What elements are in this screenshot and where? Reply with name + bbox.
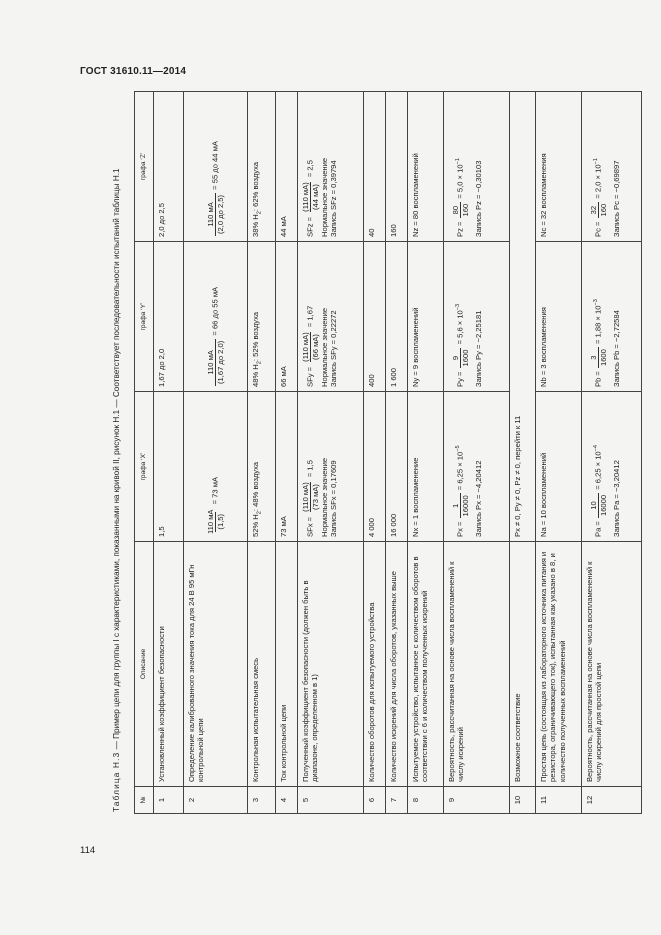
row-description: Ток контрольной цепи xyxy=(275,542,297,787)
cell-z: Nc = 32 воспламенения xyxy=(535,92,581,242)
cell-x: Na = 10 воспламенений xyxy=(535,392,581,542)
rotated-table-block xyxy=(112,92,621,814)
col-header-description: Описание xyxy=(135,542,154,787)
cell-y: 1 600 xyxy=(385,242,407,392)
cell-y: Nb = 3 воспламенения xyxy=(535,242,581,392)
table-header-row xyxy=(135,92,154,814)
row-description: Контрольная испытательная смесь xyxy=(247,542,275,787)
row-number: 8 xyxy=(407,787,443,814)
cell-z: Nz = 80 воспламенений xyxy=(407,92,443,242)
row-number: 12 xyxy=(581,787,641,814)
caption-text: — Пример цепи для группы I с характеристиками, показанными на кривой II, рисунок Н.1 — Соответствует последовательности испытаний таблицы Н.1 xyxy=(112,168,121,752)
data-table xyxy=(134,91,642,814)
fraction: (110 мА) (66 мА) xyxy=(300,332,320,362)
row-description: Испытуемое устройство, испытанное с количеством оборотов в соответствии с 6 и количеством полученных искрений xyxy=(407,542,443,787)
col-header-x: графа ‘Х’ xyxy=(135,392,154,542)
cell-z: SFz = (110 мА) (44 мА) = 2,5 Нормальное значение Запись SFz = 0,39794 xyxy=(297,92,363,242)
table-row xyxy=(407,92,443,814)
cell-x: 73 мА xyxy=(275,392,297,542)
row-number: 10 xyxy=(509,787,535,814)
table-row xyxy=(581,92,641,814)
table-row xyxy=(153,92,183,814)
cell-x: Px = 1 16000 = $6,25 \times 10^{-5}$ Запись Px = −4,20412 xyxy=(443,392,509,542)
cell-x: Nx = 1 воспламенение xyxy=(407,392,443,542)
cell-y: Ny = 9 воспламенений xyxy=(407,242,443,392)
row-description: Вероятность, рассчитанная на основе числа воспламенений к числу искрений для простой цепи xyxy=(581,542,641,787)
row-number: 3 xyxy=(247,787,275,814)
fraction: 10 16000 xyxy=(588,494,608,517)
table-row xyxy=(275,92,297,814)
cell-x: 16 000 xyxy=(385,392,407,542)
fraction: 3 1600 xyxy=(588,349,608,367)
row-number: 5 xyxy=(297,787,363,814)
row-description: Вероятность, рассчитанная на основе числа воспламенений к числу искрений xyxy=(443,542,509,787)
row-description: Возможное соответствие xyxy=(509,542,535,787)
table-row xyxy=(443,92,509,814)
row-description: Простая цепь (состоящая из лабораторного источника питания и резистора, ограничивающего ток), испытанная как указано в 8, и количество полученных воспламенений xyxy=(535,542,581,787)
cell-y: Py = 9 1600 = $5,6 \times 10^{-3}$ Запись Py = −2,25181 xyxy=(443,242,509,392)
fraction: (110 мА) (73 мА) xyxy=(300,482,320,512)
cell-z xyxy=(183,92,247,242)
cell-z: 44 мА xyxy=(275,92,297,242)
row-number: 2 xyxy=(183,787,247,814)
row-description: Определение калиброванного значения тока для 24 В 95 мГн контрольной цепи xyxy=(183,542,247,787)
fraction: 32 160 xyxy=(588,203,608,217)
cell-y xyxy=(183,242,247,392)
document-header: ГОСТ 31610.11—2014 xyxy=(80,66,187,77)
col-header-z: графа ‘Z’ xyxy=(135,92,154,242)
col-header-num: № xyxy=(135,787,154,814)
row-number: 6 xyxy=(363,787,385,814)
table-caption xyxy=(112,92,134,814)
fraction: 9 1600 xyxy=(450,349,470,367)
merged-cell: Px ≠ 0, Py ≠ 0, Pz ≠ 0, перейти к 11 xyxy=(509,92,535,542)
fraction: 110 мА (1,67 до 2,0) xyxy=(206,340,226,384)
row-description: Количество оборотов для испытуемого устройства xyxy=(363,542,385,787)
cell-y: 48% $H_2$: 52% воздуха xyxy=(247,242,275,392)
fraction: 1 16000 xyxy=(450,495,470,517)
cell-z: 38% $H_2$: 62% воздуха xyxy=(247,92,275,242)
row-description: Полученный коэффициент безопасности (должен быть в диапазоне, определенном в 1) xyxy=(297,542,363,787)
table-row xyxy=(183,92,247,814)
formula-result: = 66 до 55 мА xyxy=(210,286,220,336)
row-description: Количество искрений для числа оборотов, указанных выше xyxy=(385,542,407,787)
row-number: 1 xyxy=(153,787,183,814)
row-number: 11 xyxy=(535,787,581,814)
cell-x: SFx = (110 мА) (73 мА) = 1,5 Нормальное значение Запись SFx = 0,17609 xyxy=(297,392,363,542)
page-number: 114 xyxy=(80,845,96,856)
fraction: (110 мА) (44 мА) xyxy=(300,182,320,212)
row-number: 4 xyxy=(275,787,297,814)
fraction: 110 мА (2,0 до 2,5) xyxy=(206,194,226,234)
cell-x: Pa = 10 16000 = $6,25 \times 10^{-4}$ Запись Pa = −3,20412 xyxy=(581,392,641,542)
cell-y: 400 xyxy=(363,242,385,392)
cell-x: 1,5 xyxy=(153,392,183,542)
cell-z: 160 xyxy=(385,92,407,242)
cell-z: 2,0 до 2,5 xyxy=(153,92,183,242)
row-description: Установленный коэффициент безопасности xyxy=(153,542,183,787)
fraction: 80 160 xyxy=(450,203,470,217)
table-row xyxy=(535,92,581,814)
cell-y: 1,67 до 2,0 xyxy=(153,242,183,392)
cell-y: 66 мА xyxy=(275,242,297,392)
cell-z: Pz = 80 160 = $5,0 \times 10^{-1}$ Запись Pz = −0,30103 xyxy=(443,92,509,242)
table-row xyxy=(363,92,385,814)
formula-result: = 55 до 44 мА xyxy=(210,141,220,190)
row-number: 7 xyxy=(385,787,407,814)
cell-x: 52% $H_2$: 48% воздуха xyxy=(247,392,275,542)
table-row xyxy=(509,92,535,814)
fraction: 110 мА (1,5) xyxy=(206,509,226,534)
cell-z: 40 xyxy=(363,92,385,242)
table-row xyxy=(297,92,363,814)
table-row xyxy=(385,92,407,814)
caption-label: Таблица Н.3 xyxy=(112,751,121,812)
cell-x: 4 000 xyxy=(363,392,385,542)
row-number: 9 xyxy=(443,787,509,814)
table-row xyxy=(247,92,275,814)
cell-z: Pc = 32 160 = $2,0 \times 10^{-1}$ Запись Pc = −0,69897 xyxy=(581,92,641,242)
cell-x xyxy=(183,392,247,542)
cell-y: Pb = 3 1600 = $1,88 \times 10^{-3}$ Запись Pb = −2,72584 xyxy=(581,242,641,392)
cell-y: SFy = (110 мА) (66 мА) = 1,67 Нормальное значение Запись SFy = 0,22272 xyxy=(297,242,363,392)
formula-result: = 73 мА xyxy=(210,476,220,505)
col-header-y: графа ‘Y’ xyxy=(135,242,154,392)
